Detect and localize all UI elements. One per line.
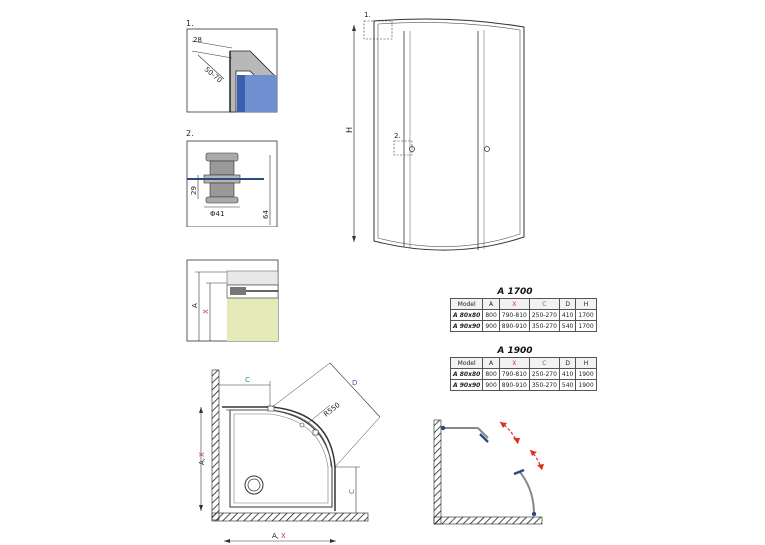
seal-profile (230, 287, 246, 295)
hinge-left (441, 426, 445, 430)
dim-29: 29 (190, 186, 198, 195)
tray-section (227, 298, 278, 341)
table-row: A 90x90 900 890-910 350-270 540 1900 (451, 380, 597, 391)
dim-phi41: Φ41 (210, 210, 225, 218)
detail-1-number: 1. (186, 19, 194, 28)
dim-h-label: H (345, 126, 354, 133)
table-header-row: Model A X C D H (451, 299, 597, 310)
dim-28: 28 (193, 36, 202, 44)
dim-64: 64 (262, 210, 270, 219)
dim-ax-bottom-x: X (281, 532, 286, 540)
table-row: A 80x80 800 790-810 250-270 410 1900 (451, 369, 597, 380)
detail-1 (180, 15, 280, 115)
dim-x-label: X (202, 309, 210, 314)
door-arc (222, 407, 335, 511)
wall-bottom (434, 517, 542, 524)
front-view (342, 5, 532, 255)
door-right-open (520, 472, 534, 514)
detail-2 (180, 127, 280, 227)
roller-top (206, 153, 238, 161)
table-row: A 80x80 800 790-810 250-270 410 1700 (451, 310, 597, 321)
plan-view (190, 355, 390, 545)
dim-a-label: A (191, 303, 199, 308)
hinge-right (532, 512, 536, 516)
callout-1-label: 1. (364, 11, 371, 19)
dim-d: D (352, 379, 358, 387)
wall-left (212, 370, 219, 520)
table-row: A 90x90 900 890-910 350-270 540 1700 (451, 321, 597, 332)
handle-right (514, 470, 524, 474)
dim-ax-left-x: X (198, 452, 206, 457)
table-2-title: A 1900 (497, 346, 533, 356)
dim-c-side: C (348, 489, 356, 494)
right-handle (485, 147, 490, 152)
callout-2-label: 2. (394, 132, 401, 140)
spec-table-1700 (450, 298, 597, 332)
detail-3 (180, 258, 280, 343)
spec-table-1900 (450, 357, 597, 391)
wall-bottom (212, 513, 368, 521)
table-header-row: Model A X C D H (451, 358, 597, 369)
table-1-title: A 1700 (497, 287, 533, 297)
opening-diagram (428, 410, 553, 530)
dim-50-70: 50-70 (202, 65, 224, 85)
dim-c-top: C (245, 376, 250, 384)
dim-ax-bottom-a: A, (272, 532, 280, 540)
detail-2-number: 2. (186, 129, 194, 138)
wall-left (434, 420, 441, 524)
dim-ax-left-a: A, (198, 457, 206, 465)
dim-r550: R550 (322, 401, 342, 419)
